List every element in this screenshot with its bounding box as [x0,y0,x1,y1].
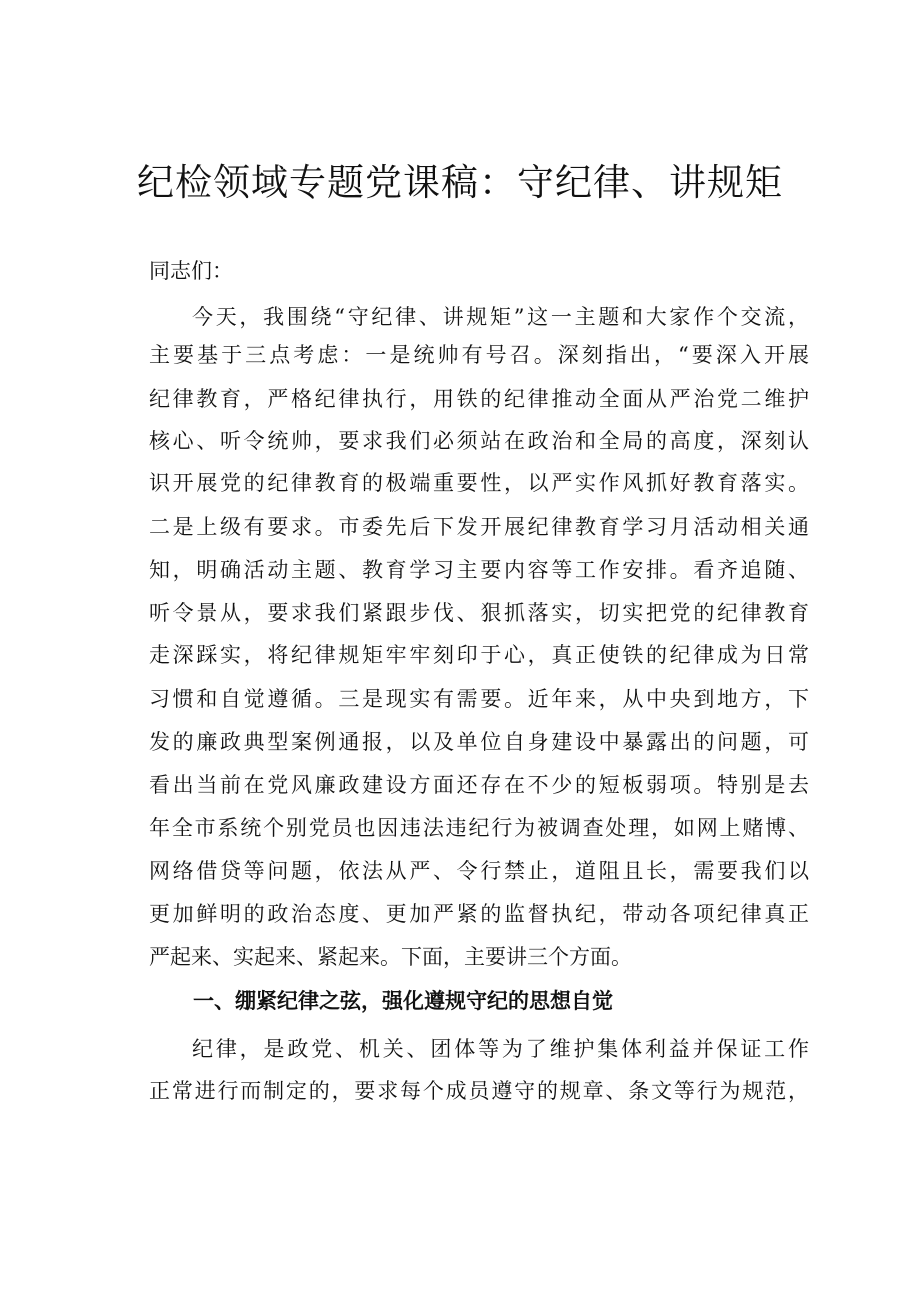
paragraph-line: 核心、听令统帅，要求我们必须站在政治和全局的高度，深刻认 [149,429,809,453]
paragraph-line: 二是上级有要求。市委先后下发开展纪律教育学习月活动相关通 [149,515,809,539]
paragraph-line: 今天，我围绕“守纪律、讲规矩”这一主题和大家作个交流， [192,305,809,329]
paragraph-line: 网络借贷等问题，依法从严、令行禁止，道阻且长，需要我们以 [149,859,809,883]
paragraph-line: 习惯和自觉遵循。三是现实有需要。近年来，从中央到地方，下 [149,687,809,711]
paragraph-line: 走深踩实，将纪律规矩牢牢刻印于心，真正使铁的纪律成为日常 [149,643,809,667]
document-title: 纪检领域专题党课稿：守纪律、讲规矩 [137,161,783,204]
paragraph-line: 主要基于三点考虑：一是统帅有号召。深刻指出，“要深入开展 [149,343,809,367]
paragraph-line: 发的廉政典型案例通报，以及单位自身建设中暴露出的问题，可 [149,730,809,754]
paragraph-line: 纪律教育，严格纪律执行，用铁的纪律推动全面从严治党二维护 [149,387,809,411]
paragraph-line: 听令景从，要求我们紧跟步伐、狠抓落实，切实把党的纪律教育 [149,601,809,625]
paragraph-line: 知，明确活动主题、教育学习主要内容等工作安排。看齐追随、 [149,558,809,582]
section-heading: 一、绷紧纪律之弦，强化遵规守纪的思想自觉 [193,989,613,1013]
paragraph-line: 更加鲜明的政治态度、更加严紧的监督执纪，带动各项纪律真正 [149,902,809,926]
paragraph-line: 正常进行而制定的，要求每个成员遵守的规章、条文等行为规范， [149,1079,809,1103]
paragraph-line: 识开展党的纪律教育的极端重要性，以严实作风抓好教育落实。 [149,471,809,495]
paragraph-line: 严起来、实起来、紧起来。下面，主要讲三个方面。 [149,945,632,969]
salutation: 同志们： [149,259,233,283]
paragraph-line: 年全市系统个别党员也因违法违纪行为被调查处理，如网上赌博、 [149,816,809,840]
paragraph-line: 纪律，是政党、机关、团体等为了维护集体利益并保证工作 [192,1037,809,1061]
paragraph-line: 看出当前在党风廉政建设方面还存在不少的短板弱项。特别是去 [149,773,809,797]
